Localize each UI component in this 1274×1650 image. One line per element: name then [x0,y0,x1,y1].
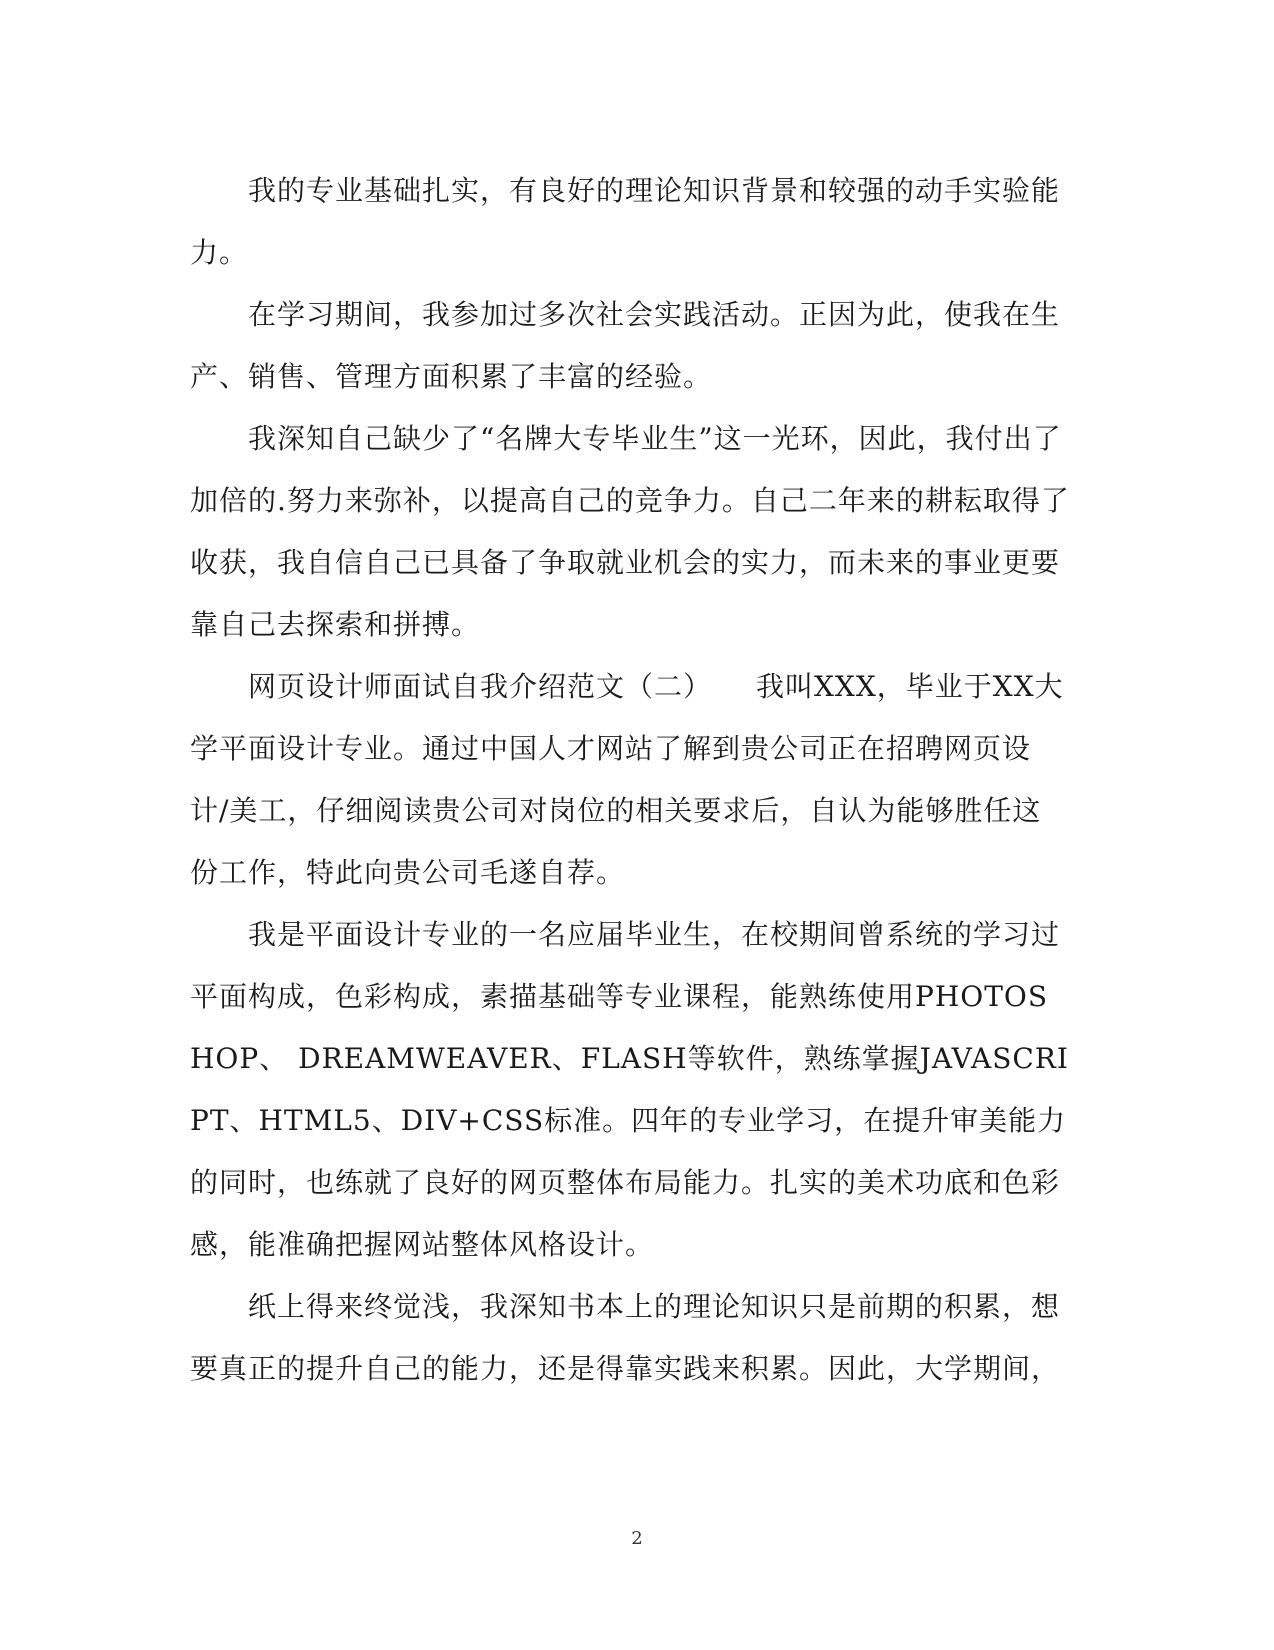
paragraph-social-practice: 在学习期间，我参加过多次社会实践活动。正因为此，使我在生产、销售、管理方面积累了丰富的经验。 [190,298,1061,393]
page-number: 2 [631,1528,643,1549]
paragraph-competitiveness: 我深知自己缺少了“名牌大专毕业生”这一光环，因此，我付出了加倍的.努力来弥补，以提高自己的竞争力。自己二年来的耕耘取得了收获，我自信自己已具备了争取就业机会的实力，而未来的事业更要靠自己去探索和拼搏。 [190,422,1070,641]
document-body [190,160,1070,1400]
paragraph-practice-experience: 纸上得来终觉浅，我深知书本上的理论知识只是前期的积累，想要真正的提升自己的能力，还是得靠实践来积累。因此，大学期间， [190,1290,1061,1385]
paragraph-design-skills: 我是平面设计专业的一名应届毕业生，在校期间曾系统的学习过平面构成，色彩构成，素描基础等专业课程，能熟练使用PHOTOSHOP、 DREAMWEAVER、FLASH等软件，熟练掌握JAVASCRIPT、HTML5、DIV+CSS标准。四年的专业学习，在提升审美能力的同时，也练就了良好的网页整体布局能力。扎实的美术功底和色彩感，能准确把握网站整体风格设计。 [190,918,1069,1261]
paragraph-professional-foundation: 我的专业基础扎实，有良好的理论知识背景和较强的动手实验能力。 [190,174,1061,269]
paragraph-self-introduction-two: 网页设计师面试自我介绍范文（二） 我叫XXX，毕业于XX大学平面设计专业。通过中国人才网站了解到贵公司正在招聘网页设计/美工，仔细阅读贵公司对岗位的相关要求后，自认为能够胜任这份工作，特此向贵公司毛遂自荐。 [190,670,1064,889]
